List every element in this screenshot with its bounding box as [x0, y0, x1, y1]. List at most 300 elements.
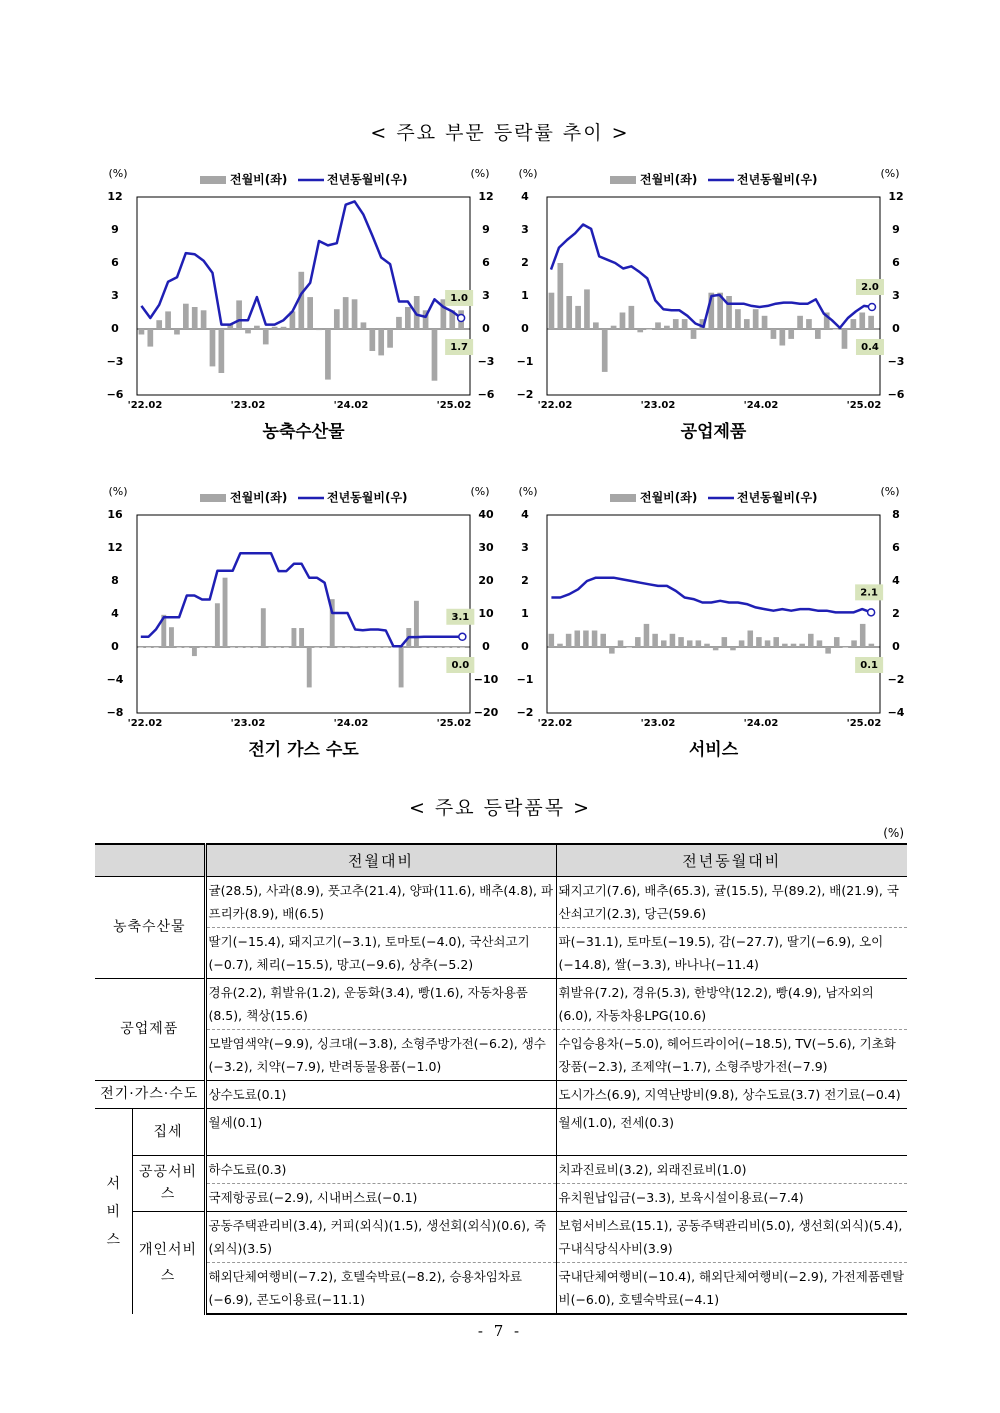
right-unit-label: (%) — [880, 485, 900, 498]
legend-yoy-label: 전년동월비(우) — [737, 172, 818, 187]
cell-agri-mom-down: 딸기(−15.4), 돼지고기(−3.1), 토마토(−4.0), 국산쇠고기(−0.7), 체리(−15.5), 망고(−9.6), 상추(−5.2) — [205, 928, 556, 979]
bar-mom — [629, 306, 635, 329]
row-label-utility: 전기·가스·수도 — [95, 1081, 205, 1109]
bar-mom — [696, 640, 702, 647]
x-tick-label: '22.02 — [537, 718, 573, 729]
bar-mom — [788, 329, 794, 339]
mom-end-label: 0.0 — [451, 660, 470, 671]
table-row — [95, 1184, 907, 1212]
cell-util-mom: 상수도료(0.1) — [205, 1081, 556, 1109]
cell-agri-yoy-down: 파(−31.1), 토마토(−19.5), 감(−27.7), 딸기(−6.9), 오이(−14.8), 쌀(−3.3), 바나나(−11.4) — [556, 928, 907, 979]
bar-mom — [383, 647, 388, 648]
bar-mom — [156, 320, 162, 329]
bar-mom — [192, 307, 198, 329]
bar-mom — [236, 300, 242, 329]
chart-svg — [100, 162, 500, 452]
bar-mom — [405, 307, 411, 329]
left-tick-label: 12 — [107, 541, 123, 554]
bar-mom — [851, 319, 857, 329]
left-tick-label: −6 — [106, 388, 124, 401]
left-tick-label: 4 — [111, 607, 119, 620]
chart-title: 공업제품 — [680, 422, 747, 442]
bar-mom — [635, 637, 641, 647]
x-tick-label: '23.02 — [640, 400, 676, 411]
line-end-point — [458, 315, 465, 322]
bar-mom — [851, 640, 857, 647]
bar-mom — [722, 637, 728, 647]
left-tick-label: −3 — [106, 355, 124, 368]
bar-mom — [833, 329, 839, 330]
x-tick-label: '25.02 — [436, 400, 472, 411]
bar-mom — [713, 647, 719, 650]
mom-end-label: 0.1 — [860, 660, 878, 671]
left-unit-label: (%) — [518, 167, 538, 180]
bar-mom — [687, 640, 693, 647]
table-row — [95, 1081, 907, 1109]
right-tick-label: 30 — [478, 541, 494, 554]
bar-mom — [756, 637, 762, 647]
yoy-end-label: 3.1 — [451, 611, 470, 623]
bar-mom — [566, 296, 572, 329]
cell-rent-yoy: 월세(1.0), 전세(0.3) — [556, 1109, 907, 1156]
left-unit-label: (%) — [108, 167, 128, 180]
row-label-public — [132, 1156, 205, 1212]
bar-mom — [376, 647, 381, 648]
table-header-row — [95, 844, 907, 877]
header-mom: 전월대비 — [205, 844, 556, 877]
chart-utility — [100, 480, 500, 770]
bar-mom — [661, 640, 667, 647]
left-tick-label: 4 — [521, 508, 529, 521]
right-tick-label: 6 — [892, 256, 900, 269]
bar-mom — [201, 310, 207, 329]
line-end-point — [459, 633, 466, 640]
bar-mom — [730, 647, 736, 650]
legend-mom-label: 전월비(좌) — [230, 172, 288, 187]
row-label-rent: 집세 — [132, 1109, 205, 1156]
right-tick-label: 0 — [482, 640, 490, 653]
bar-mom — [602, 329, 608, 372]
right-tick-label: 0 — [482, 322, 490, 335]
items-table — [95, 843, 907, 1315]
bar-mom — [799, 644, 805, 647]
bar-mom — [549, 634, 555, 647]
table-row — [95, 1263, 907, 1315]
chart-title: 전기 가스 수도 — [248, 740, 359, 760]
bar-mom — [664, 326, 670, 329]
left-tick-label: 0 — [521, 322, 529, 335]
bar-mom — [842, 329, 848, 349]
cell-pub-mom-up: 하수도료(0.3) — [205, 1156, 556, 1184]
x-tick-label: '22.02 — [127, 718, 163, 729]
bar-mom — [646, 329, 652, 330]
right-unit-label: (%) — [470, 485, 490, 498]
bar-mom — [779, 329, 785, 346]
bar-mom — [678, 637, 684, 647]
left-tick-label: −8 — [106, 706, 124, 719]
left-tick-label: 6 — [111, 256, 119, 269]
left-tick-label: −1 — [516, 355, 534, 368]
bar-mom — [291, 628, 296, 647]
items-section-title: < 주요 등락품목 > — [408, 797, 592, 819]
bar-mom — [139, 329, 145, 335]
cell-ind-mom-up: 경유(2.2), 휘발유(1.2), 운동화(3.4), 빵(1.6), 자동차용품(8.5), 책상(15.6) — [205, 979, 556, 1030]
table-row — [95, 1212, 907, 1263]
bar-mom — [808, 634, 814, 647]
right-tick-label: −6 — [887, 388, 905, 401]
bar-mom — [361, 322, 367, 329]
left-tick-label: 2 — [521, 256, 529, 269]
bar-mom — [860, 624, 866, 647]
bar-mom — [245, 329, 251, 333]
bar-mom — [396, 317, 402, 329]
legend-bar-swatch — [610, 494, 636, 502]
bar-mom — [806, 319, 812, 329]
bar-mom — [460, 647, 465, 648]
bar-mom — [272, 327, 278, 329]
bar-mom — [307, 647, 312, 687]
header-blank — [95, 844, 205, 877]
plot-frame — [137, 515, 470, 713]
bar-mom — [399, 647, 404, 687]
bar-mom — [146, 647, 151, 648]
cell-util-yoy: 도시가스(6.9), 지역난방비(9.8), 상수도료(3.7) 전기료(−0.4) — [556, 1081, 907, 1109]
bar-mom — [753, 309, 759, 329]
chart-title: 농축수산물 — [262, 422, 345, 442]
left-tick-label: 12 — [107, 190, 123, 203]
bar-mom — [782, 644, 788, 647]
x-tick-label: '23.02 — [230, 718, 266, 729]
bar-mom — [432, 329, 438, 381]
bar-mom — [549, 293, 555, 329]
bar-mom — [207, 647, 212, 648]
cell-agri-mom-up: 귤(28.5), 사과(8.9), 풋고추(21.4), 양파(11.6), 배추(4.8), 파프리카(8.9), 배(6.5) — [205, 877, 556, 928]
table-row — [95, 1030, 907, 1081]
bar-mom — [345, 647, 350, 648]
page-number: - 7 - — [477, 1322, 523, 1340]
bar-mom — [691, 329, 697, 339]
bar-mom — [263, 329, 269, 344]
bar-mom — [815, 329, 821, 339]
chart-agri — [100, 162, 500, 452]
cell-ind-mom-down: 모발염색약(−9.9), 싱크대(−3.8), 소형주방가전(−6.2), 생수(−3.2), 치약(−7.9), 반려동물용품(−1.0) — [205, 1030, 556, 1081]
x-tick-label: '24.02 — [333, 400, 369, 411]
right-tick-label: 2 — [892, 607, 900, 620]
bar-mom — [414, 601, 419, 647]
right-tick-label: 0 — [892, 322, 900, 335]
bar-mom — [325, 329, 331, 380]
table-row — [95, 979, 907, 1030]
yoy-end-label: 2.1 — [860, 587, 878, 599]
bar-mom — [557, 644, 563, 647]
bar-mom — [791, 644, 797, 647]
bar-mom — [437, 647, 442, 648]
bar-mom — [868, 316, 874, 329]
line-end-point — [868, 609, 875, 616]
left-tick-label: −4 — [106, 673, 124, 686]
bar-mom — [169, 627, 174, 647]
row-label-service — [95, 1109, 132, 1315]
cell-per-mom-up: 공동주택관리비(3.4), 커피(외식)(1.5), 생선회(외식)(0.6), 죽(외식)(3.5) — [205, 1212, 556, 1263]
yoy-end-label: 2.0 — [861, 282, 879, 293]
bar-mom — [314, 647, 319, 648]
bar-mom — [584, 289, 590, 329]
bar-mom — [611, 326, 617, 329]
right-tick-label: 12 — [478, 190, 494, 203]
bar-mom — [184, 647, 189, 648]
bar-mom — [368, 647, 373, 648]
legend-yoy-label: 전년동월비(우) — [737, 490, 818, 505]
right-tick-label: 12 — [888, 190, 904, 203]
left-tick-label: −2 — [516, 388, 534, 401]
bar-mom — [223, 578, 228, 647]
personal-label: 개인서비스 — [138, 1242, 198, 1284]
bar-mom — [644, 624, 650, 647]
table-unit-label: (%) — [883, 826, 904, 840]
legend-yoy-label: 전년동월비(우) — [327, 490, 408, 505]
bar-mom — [600, 634, 606, 647]
left-tick-label: 8 — [111, 574, 119, 587]
mom-end-label: 0.4 — [861, 342, 879, 353]
bar-mom — [429, 647, 434, 648]
legend-bar-swatch — [200, 494, 226, 502]
bar-mom — [353, 646, 358, 647]
bar-mom — [583, 631, 589, 648]
bar-mom — [773, 637, 779, 647]
bar-mom — [174, 329, 180, 335]
row-label-industrial: 공업제품 — [95, 979, 205, 1081]
table-row — [95, 1156, 907, 1184]
bar-mom — [238, 647, 243, 648]
bar-mom — [352, 299, 358, 329]
cell-agri-yoy-up: 돼지고기(7.6), 배추(65.3), 귤(15.5), 무(89.2), 배(21.9), 국산쇠고기(2.3), 당근(59.6) — [558, 883, 899, 921]
left-unit-label: (%) — [518, 485, 538, 498]
row-label-agri: 농축수산물 — [95, 877, 205, 979]
cell-ind-yoy-up: 휘발유(7.2), 경유(5.3), 한방약(12.2), 빵(4.9), 남자외의(6.0), 자동차용LPG(10.6) — [556, 979, 907, 1030]
right-tick-label: −2 — [887, 673, 905, 686]
right-tick-label: −6 — [477, 388, 495, 401]
x-tick-label: '24.02 — [743, 718, 779, 729]
bar-mom — [378, 329, 384, 355]
bar-mom — [620, 313, 626, 330]
bar-mom — [726, 296, 732, 329]
mom-end-label: 1.7 — [450, 342, 468, 353]
chart-svg — [100, 480, 500, 770]
bar-mom — [154, 647, 159, 648]
bar-mom — [284, 647, 289, 648]
x-tick-label: '23.02 — [640, 718, 676, 729]
header-yoy: 전년동월대비 — [556, 844, 907, 877]
bar-mom — [637, 329, 643, 332]
bar-mom — [334, 309, 340, 329]
left-tick-label: 2 — [521, 574, 529, 587]
bar-mom — [765, 640, 771, 647]
cell-rent-mom: 월세(0.1) — [205, 1109, 556, 1156]
table-row — [95, 877, 907, 928]
bar-mom — [307, 297, 313, 329]
chart-title: 서비스 — [688, 740, 739, 760]
row-label-personal — [132, 1212, 205, 1315]
bar-mom — [747, 631, 753, 648]
left-tick-label: 0 — [111, 322, 119, 335]
bar-mom — [593, 322, 599, 329]
legend-mom-label: 전월비(좌) — [230, 490, 288, 505]
bar-mom — [269, 647, 274, 648]
legend-yoy-label: 전년동월비(우) — [327, 172, 408, 187]
right-unit-label: (%) — [880, 167, 900, 180]
cell-pub-yoy-up: 치과진료비(3.2), 외래진료비(1.0) — [556, 1156, 907, 1184]
bar-mom — [655, 322, 661, 329]
bar-mom — [253, 647, 258, 648]
cell-per-mom-down: 해외단체여행비(−7.2), 호텔숙박료(−8.2), 승용차임차료(−6.9), 콘도이용료(−11.1) — [205, 1263, 556, 1315]
bar-mom — [261, 608, 266, 647]
left-tick-label: 1 — [521, 289, 529, 302]
bar-mom — [673, 319, 679, 329]
bar-mom — [557, 263, 563, 329]
right-tick-label: 4 — [892, 574, 900, 587]
bar-mom — [652, 634, 658, 647]
left-tick-label: 4 — [521, 190, 529, 203]
bar-mom — [422, 647, 427, 648]
plot-frame — [547, 515, 880, 713]
bar-mom — [192, 647, 197, 656]
x-tick-label: '24.02 — [333, 718, 369, 729]
bar-mom — [817, 640, 823, 647]
bar-mom — [322, 647, 327, 648]
right-tick-label: 10 — [478, 607, 494, 620]
cell-pub-mom-down: 국제항공료(−2.9), 시내버스료(−0.1) — [205, 1184, 556, 1212]
bar-mom — [452, 647, 457, 648]
left-tick-label: 9 — [111, 223, 119, 236]
bar-mom — [200, 647, 205, 648]
bar-mom — [254, 326, 260, 329]
left-tick-label: 3 — [111, 289, 119, 302]
bar-mom — [859, 313, 865, 330]
bar-mom — [177, 647, 182, 648]
right-unit-label: (%) — [470, 167, 490, 180]
service-label: 서비스 — [106, 1175, 121, 1248]
right-tick-label: 8 — [892, 508, 900, 521]
bar-mom — [281, 327, 287, 329]
bar-mom — [825, 647, 831, 654]
x-tick-label: '22.02 — [127, 400, 163, 411]
bar-mom — [566, 634, 572, 647]
bar-mom — [735, 309, 741, 329]
x-tick-label: '25.02 — [846, 400, 882, 411]
cell-ind-yoy-down: 수입승용차(−5.0), 헤어드라이어(−18.5), TV(−5.6), 기초화장품(−2.3), 조제약(−1.7), 소형주방가전(−7.9) — [556, 1030, 907, 1081]
bar-mom — [165, 311, 171, 329]
left-tick-label: −1 — [516, 673, 534, 686]
cell-per-yoy-down: 국내단체여행비(−10.4), 해외단체여행비(−2.9), 가전제품렌탈비(−6.0), 호텔숙박료(−4.1) — [556, 1263, 907, 1315]
bar-mom — [210, 329, 216, 366]
left-tick-label: 1 — [521, 607, 529, 620]
right-tick-label: 6 — [892, 541, 900, 554]
bar-mom — [575, 306, 581, 329]
trend-section-title: < 주요 부문 등락률 추이 > — [370, 122, 630, 144]
left-tick-label: 3 — [521, 541, 529, 554]
x-tick-label: '23.02 — [230, 400, 266, 411]
bar-mom — [618, 640, 624, 647]
bar-mom — [369, 329, 375, 351]
line-end-point — [868, 304, 875, 311]
left-tick-label: 3 — [521, 223, 529, 236]
bar-mom — [343, 297, 349, 329]
right-tick-label: −3 — [887, 355, 905, 368]
left-tick-label: −2 — [516, 706, 534, 719]
bar-mom — [682, 319, 688, 329]
bar-mom — [138, 647, 143, 648]
chart-service — [510, 480, 910, 770]
chart-svg — [510, 480, 910, 770]
bar-mom — [704, 644, 710, 647]
bar-mom — [316, 329, 322, 330]
right-tick-label: −10 — [473, 673, 499, 686]
bar-mom — [387, 329, 393, 348]
x-tick-label: '24.02 — [743, 400, 779, 411]
right-tick-label: 0 — [892, 640, 900, 653]
right-tick-label: 6 — [482, 256, 490, 269]
right-tick-label: 9 — [482, 223, 490, 236]
cell-pub-yoy-down: 유치원납입금(−3.3), 보육시설이용료(−7.4) — [556, 1184, 907, 1212]
left-tick-label: 0 — [111, 640, 119, 653]
bar-mom — [843, 647, 849, 648]
bar-mom — [739, 640, 745, 647]
right-tick-label: 40 — [478, 508, 494, 521]
cell-per-yoy-up: 보험서비스료(15.1), 공동주택관리비(5.0), 생선회(외식)(5.4), 구내식당식사비(3.9) — [556, 1212, 907, 1263]
x-tick-label: '25.02 — [846, 718, 882, 729]
bar-mom — [445, 647, 450, 648]
legend-bar-swatch — [200, 176, 226, 184]
bar-mom — [834, 637, 840, 647]
bar-mom — [183, 304, 189, 329]
bar-mom — [147, 329, 153, 347]
right-tick-label: 3 — [892, 289, 900, 302]
table-row — [95, 928, 907, 979]
bar-mom — [246, 647, 251, 648]
chart-industrial — [510, 162, 910, 452]
chart-svg — [510, 162, 910, 452]
bar-mom — [360, 647, 365, 648]
bar-mom — [230, 647, 235, 648]
bar-mom — [762, 316, 768, 329]
left-tick-label: 0 — [521, 640, 529, 653]
bar-mom — [299, 628, 304, 647]
bar-mom — [219, 329, 225, 373]
bar-mom — [670, 634, 676, 647]
left-tick-label: 16 — [107, 508, 123, 521]
bar-mom — [771, 329, 777, 339]
bar-mom — [869, 644, 875, 647]
yoy-end-label: 1.0 — [450, 293, 468, 304]
legend-mom-label: 전월비(좌) — [640, 490, 698, 505]
right-tick-label: −20 — [473, 706, 499, 719]
bar-mom — [276, 647, 281, 648]
bar-mom — [626, 647, 632, 648]
left-unit-label: (%) — [108, 485, 128, 498]
x-tick-label: '25.02 — [436, 718, 472, 729]
bar-mom — [609, 647, 615, 654]
right-tick-label: 9 — [892, 223, 900, 236]
bar-mom — [744, 319, 750, 329]
legend-mom-label: 전월비(좌) — [640, 172, 698, 187]
bar-mom — [797, 316, 803, 329]
right-tick-label: −4 — [887, 706, 905, 719]
right-tick-label: 20 — [478, 574, 494, 587]
bar-mom — [592, 631, 598, 648]
legend-bar-swatch — [610, 176, 636, 184]
right-tick-label: 3 — [482, 289, 490, 302]
bar-mom — [575, 631, 581, 648]
